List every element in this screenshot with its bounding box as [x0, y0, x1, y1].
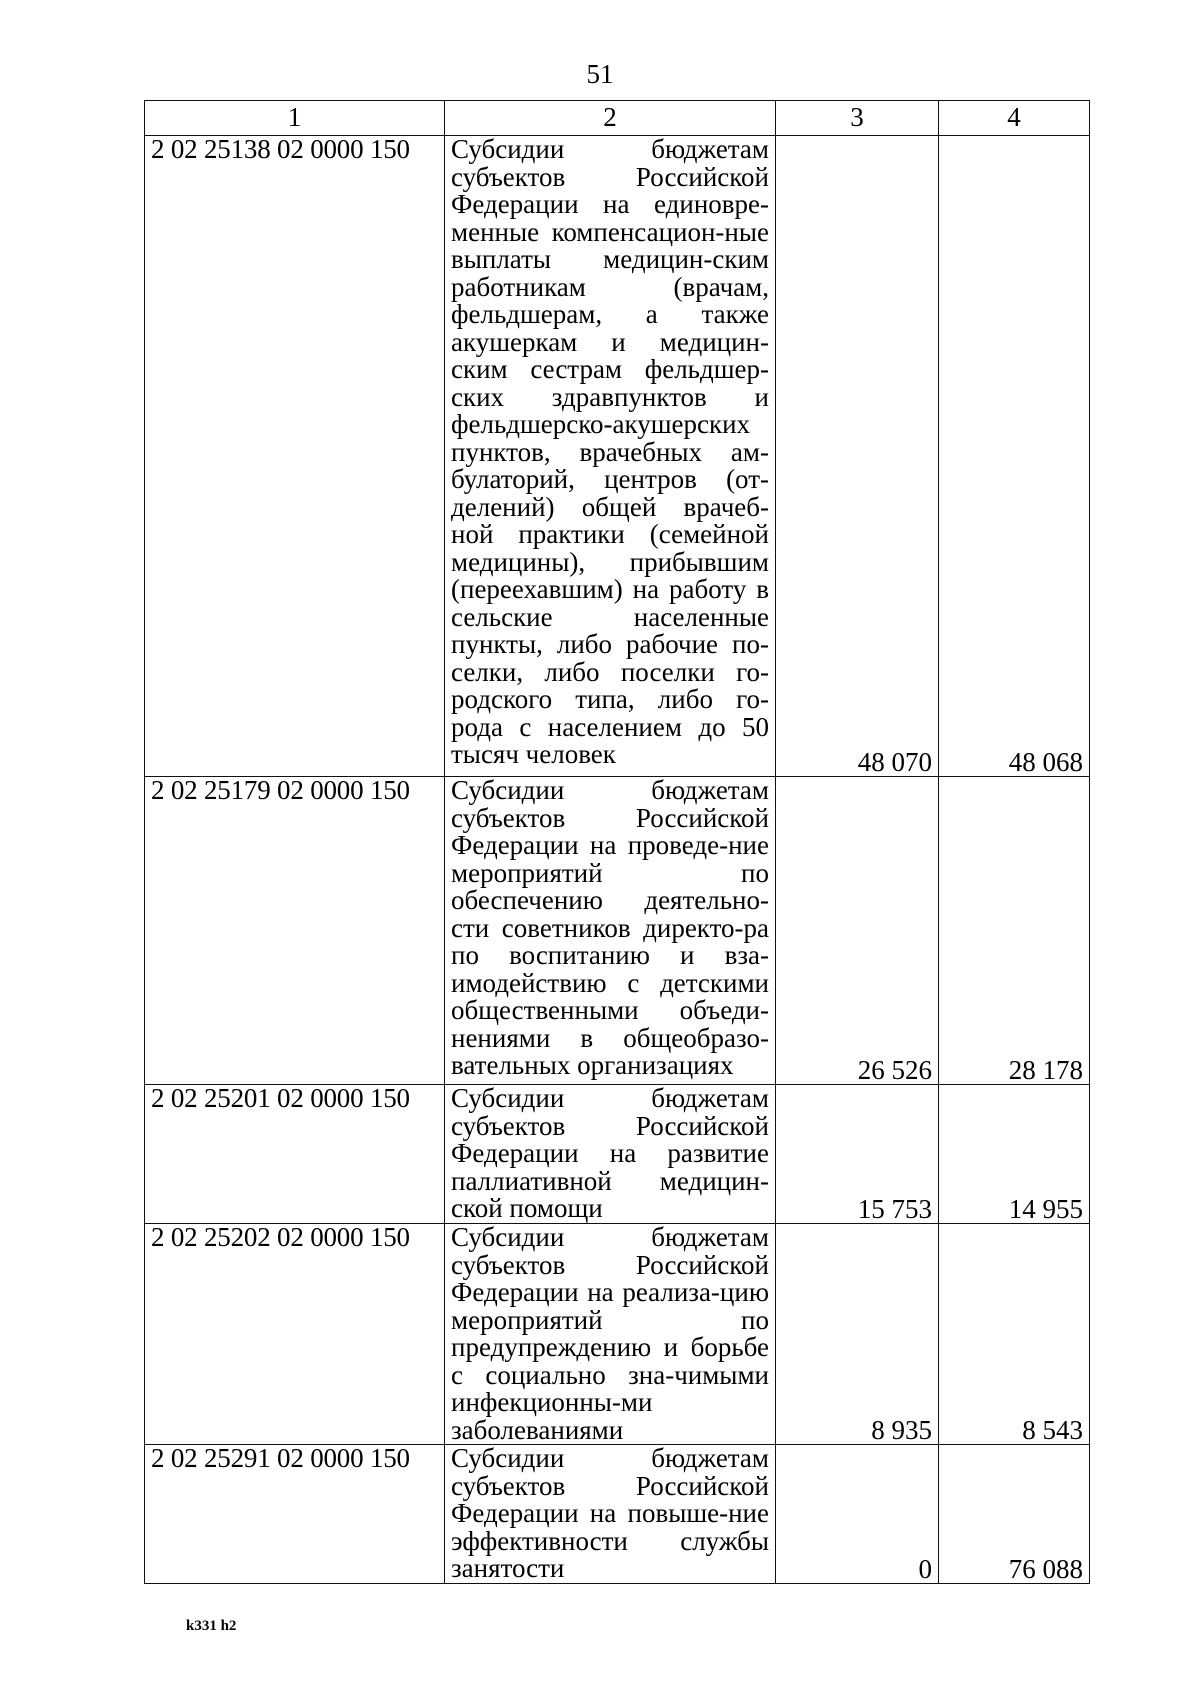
budget-code: 2 02 25201 02 0000 150 [145, 1085, 445, 1224]
footer-document-code: k331 h2 [186, 1618, 237, 1634]
table-row [145, 1085, 1090, 1224]
page-number: 51 [586, 59, 614, 89]
value-col3: 26 526 [776, 777, 939, 1085]
column-header-2: 2 [445, 101, 776, 136]
value-col4: 48 068 [939, 136, 1090, 777]
value-col3: 15 753 [776, 1085, 939, 1224]
value-col3: 48 070 [776, 136, 939, 777]
table-row [145, 777, 1090, 1085]
budget-code: 2 02 25291 02 0000 150 [145, 1445, 445, 1584]
value-col3: 8 935 [776, 1224, 939, 1445]
value-col3: 0 [776, 1445, 939, 1584]
table-row [145, 1224, 1090, 1445]
budget-code: 2 02 25138 02 0000 150 [145, 136, 445, 777]
column-header-3: 3 [776, 101, 939, 136]
table-row [145, 136, 1090, 777]
value-col4: 8 543 [939, 1224, 1090, 1445]
value-col4: 76 088 [939, 1445, 1090, 1584]
value-col4: 28 178 [939, 777, 1090, 1085]
budget-code: 2 02 25179 02 0000 150 [145, 777, 445, 1085]
table-row [145, 1445, 1090, 1584]
income-name: Субсидии бюджетам субъектов Российской Федерации на проведе-ние мероприятий по обеспечению деятельно-сти советников директо-ра по воспитанию и вза-имодействию с детскими общественными объеди-нениями в общеобразо-вательных организациях [445, 777, 776, 1085]
income-name: Субсидии бюджетам субъектов Российской Федерации на повыше-ние эффективности службы занятости [445, 1445, 776, 1584]
column-header-4: 4 [939, 101, 1090, 136]
column-header-1: 1 [145, 101, 445, 136]
income-name: Субсидии бюджетам субъектов Российской Федерации на реализа-цию мероприятий по предупреждению и борьбе с социально зна-чимыми инфекционны-ми заболеваниями [445, 1224, 776, 1445]
value-col4: 14 955 [939, 1085, 1090, 1224]
budget-table [144, 100, 1090, 1584]
budget-code: 2 02 25202 02 0000 150 [145, 1224, 445, 1445]
income-name: Субсидии бюджетам субъектов Российской Федерации на единовре-менные компенсацион-ные выплаты медицин-ским работникам (врачам, фельдшерам, а также акушеркам и медицин-ским сестрам фельдшер-ских здравпунктов и фельдшерско-акушерских пунктов, врачебных ам-булаторий, центров (от-делений) общей врачеб-ной практики (семейной медицины), прибывшим (переехавшим) на работу в сельские населенные пункты, либо рабочие по-селки, либо поселки го-родского типа, либо го-рода с населением до 50 тысяч человек [445, 136, 776, 777]
table-header-row [145, 101, 1090, 136]
income-name: Субсидии бюджетам субъектов Российской Федерации на развитие паллиативной медицин-ской помощи [445, 1085, 776, 1224]
